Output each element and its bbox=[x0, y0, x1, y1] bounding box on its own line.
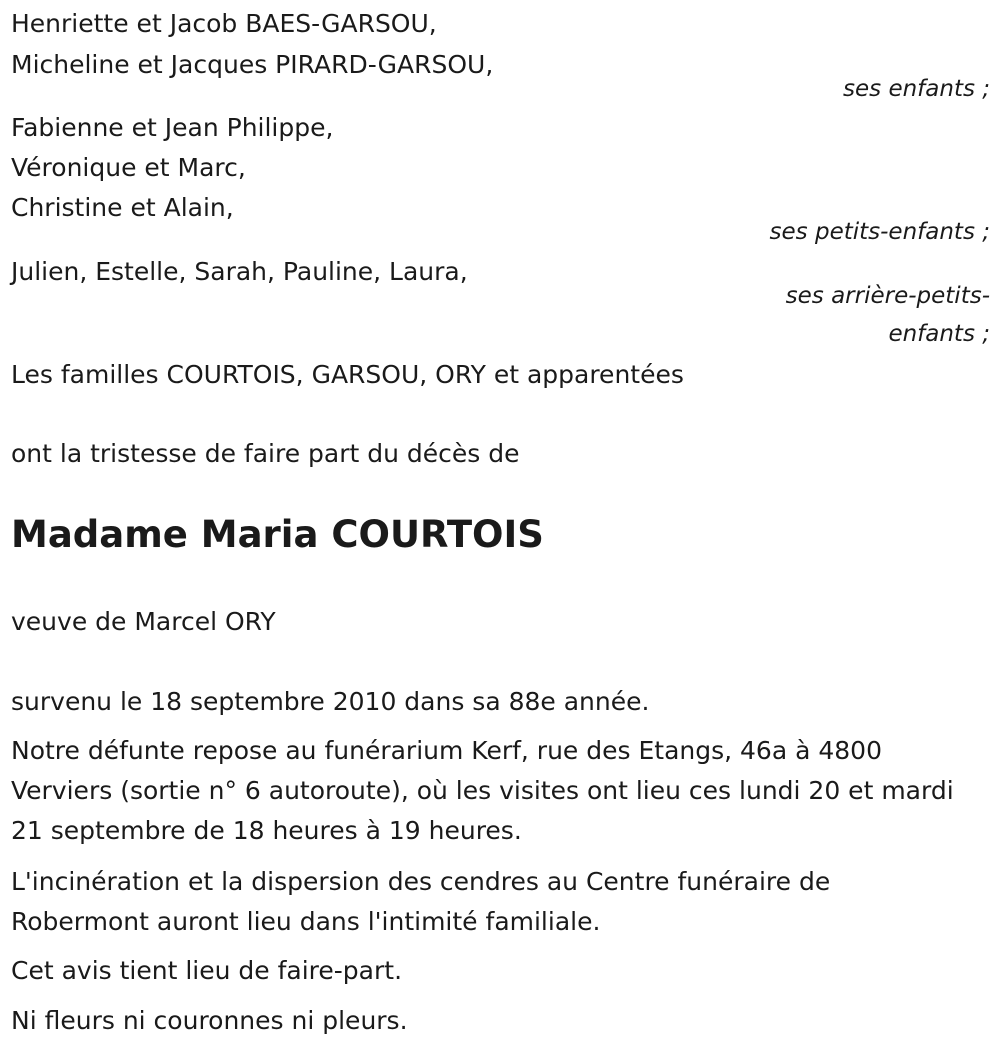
grandchildren-label: ses petits-enfants ; bbox=[769, 219, 990, 245]
widow-of-line: veuve de Marcel ORY bbox=[11, 607, 276, 636]
deceased-name: Madame Maria COURTOIS bbox=[11, 513, 544, 556]
grandchildren-line-3: Christine et Alain, bbox=[11, 193, 234, 222]
families-line: Les familles COURTOIS, GARSOU, ORY et apparentées bbox=[11, 360, 684, 389]
death-details-line: survenu le 18 septembre 2010 dans sa 88e année. bbox=[11, 687, 650, 716]
children-label: ses enfants ; bbox=[843, 76, 990, 102]
children-line-1: Henriette et Jacob BAES-GARSOU, bbox=[11, 9, 437, 38]
great-grandchildren-label-1: ses arrière-petits- bbox=[785, 283, 990, 309]
children-line-2: Micheline et Jacques PIRARD-GARSOU, bbox=[11, 50, 494, 79]
great-grandchildren-label-2: enfants ; bbox=[888, 321, 990, 347]
grandchildren-line-1: Fabienne et Jean Philippe, bbox=[11, 113, 334, 142]
no-flowers-paragraph: Ni fleurs ni couronnes ni pleurs. bbox=[11, 1006, 408, 1035]
notice-paragraph: Cet avis tient lieu de faire-part. bbox=[11, 956, 403, 985]
great-grandchildren-line-1: Julien, Estelle, Sarah, Pauline, Laura, bbox=[11, 257, 468, 286]
cremation-paragraph: L'incinération et la dispersion des cendres au Centre funéraire de Robermont auront lieu dans l'intimité familiale. bbox=[11, 867, 831, 936]
grandchildren-line-2: Véronique et Marc, bbox=[11, 153, 246, 182]
wake-details-paragraph: Notre défunte repose au funérarium Kerf, rue des Etangs, 46a à 4800 Verviers (sortie n° 6 autoroute), où les visites ont lieu ces lundi 20 et mardi 21 septembre de 18 heures à 19 heures. bbox=[11, 736, 954, 845]
announcement-line: ont la tristesse de faire part du décès de bbox=[11, 439, 520, 468]
